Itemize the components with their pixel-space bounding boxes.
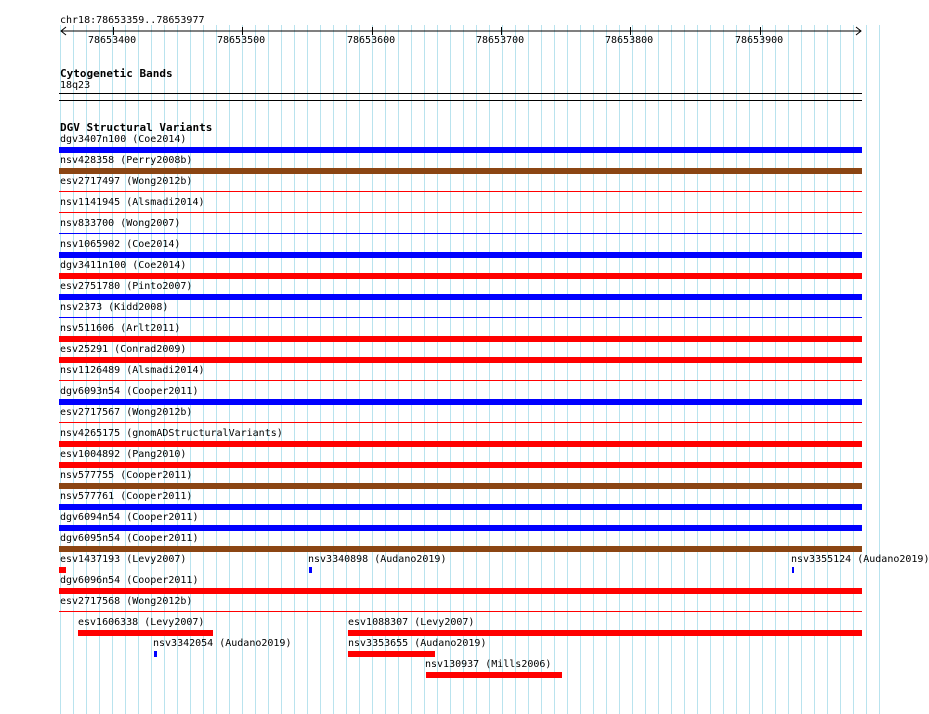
feature-label: nsv1141945 (Alsmadi2014) [60,197,205,208]
feature-nsv3340898[interactable] [309,567,312,573]
feature-label: dgv6095n54 (Cooper2011) [60,533,199,544]
feature-label-nsv3342054: nsv3342054 (Audano2019) [153,638,292,649]
feature-label: dgv3407n100 (Coe2014) [60,134,187,145]
track-divider [59,100,862,101]
feature-bar[interactable] [59,546,862,552]
feature-nsv3355124[interactable] [792,567,794,573]
ruler-tick-label: 78653900 [735,35,784,46]
feature-bar[interactable] [59,611,862,612]
track-title-dgv: DGV Structural Variants [60,121,213,134]
feature-label: esv2717567 (Wong2012b) [60,407,193,418]
ruler-tick-label: 78653400 [88,35,137,46]
feature-label: nsv833700 (Wong2007) [60,218,181,229]
feature-label: nsv511606 (Arlt2011) [60,323,181,334]
feature-bar[interactable] [59,399,862,405]
cytoband-label: 18q23 [60,80,91,91]
feature-bar[interactable] [59,233,862,234]
feature-label: dgv3411n100 (Coe2014) [60,260,187,271]
feature-label: esv25291 (Conrad2009) [60,344,187,355]
feature-label: nsv428358 (Perry2008b) [60,155,193,166]
feature-label-esv1088307: esv1088307 (Levy2007) [348,617,475,628]
feature-nsv3353655[interactable] [348,651,435,657]
feature-label-nsv3355124: nsv3355124 (Audano2019) [791,554,929,565]
feature-label: dgv6096n54 (Cooper2011) [60,575,199,586]
ruler-tick-label: 78653800 [605,35,654,46]
feature-label: nsv2373 (Kidd2008) [60,302,169,313]
ruler-tick-label: 78653600 [347,35,396,46]
feature-bar[interactable] [59,357,862,363]
feature-bar[interactable] [59,191,862,192]
feature-bar[interactable] [59,380,862,381]
feature-label: esv2751780 (Pinto2007) [60,281,193,292]
feature-bar[interactable] [59,212,862,213]
feature-bar[interactable] [59,588,862,594]
feature-bar[interactable] [59,504,862,510]
feature-bar[interactable] [59,422,862,423]
feature-bar[interactable] [59,294,862,300]
feature-label: nsv577755 (Cooper2011) [60,470,193,481]
feature-bar[interactable] [59,462,862,468]
feature-label-esv1606338: esv1606338 (Levy2007) [78,617,205,628]
feature-bar[interactable] [59,317,862,318]
feature-label: esv1004892 (Pang2010) [60,449,187,460]
feature-bar[interactable] [59,525,862,531]
ruler-tick-label: 78653700 [476,35,525,46]
feature-label-esv1437193: esv1437193 (Levy2007) [60,554,187,565]
feature-bar[interactable] [59,336,862,342]
feature-bar[interactable] [59,252,862,258]
feature-nsv3342054[interactable] [154,651,157,657]
feature-label-nsv130937: nsv130937 (Mills2006) [425,659,552,670]
cytoband-bar[interactable] [59,93,862,94]
feature-label-nsv3340898: nsv3340898 (Audano2019) [308,554,447,565]
feature-bar[interactable] [59,273,862,279]
feature-label: nsv577761 (Cooper2011) [60,491,193,502]
feature-label-nsv3353655: nsv3353655 (Audano2019) [348,638,487,649]
feature-label: dgv6094n54 (Cooper2011) [60,512,199,523]
feature-bar[interactable] [59,168,862,174]
location-label: chr18:78653359..78653977 [60,15,205,26]
feature-label: esv2717497 (Wong2012b) [60,176,193,187]
track-title-cytoband: Cytogenetic Bands [60,67,173,80]
feature-label: dgv6093n54 (Cooper2011) [60,386,199,397]
ruler-tick-label: 78653500 [217,35,266,46]
feature-label: nsv1065902 (Coe2014) [60,239,181,250]
feature-label: nsv4265175 (gnomADStructuralVariants) [60,428,283,439]
feature-nsv130937[interactable] [426,672,562,678]
feature-bar[interactable] [59,147,862,153]
feature-bar[interactable] [59,441,862,447]
feature-label: esv2717568 (Wong2012b) [60,596,193,607]
feature-esv1606338[interactable] [78,630,213,636]
feature-bar[interactable] [59,483,862,489]
feature-esv1437193[interactable] [59,567,66,573]
feature-label: nsv1126489 (Alsmadi2014) [60,365,205,376]
feature-esv1088307[interactable] [348,630,862,636]
